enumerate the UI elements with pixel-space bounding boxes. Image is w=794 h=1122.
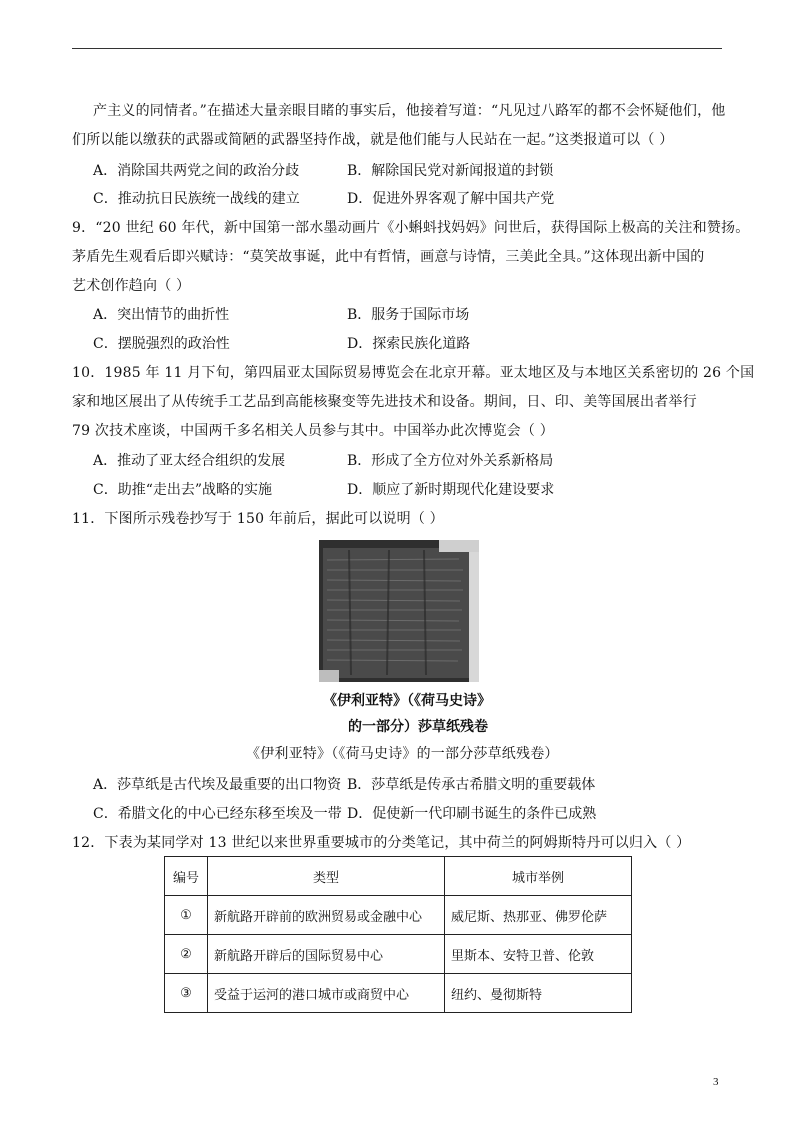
table-row: [165, 974, 632, 1013]
table-header-type: 类型: [208, 857, 445, 896]
q10-line-3: 79 次技术座谈，中国两千多名相关人员参与其中。中国举办此次博览会（ ）: [72, 423, 554, 439]
table-header-number: 编号: [165, 857, 208, 896]
table-cell-examples: 纽约、曼彻斯特: [445, 974, 632, 1013]
figure-caption: 《伊利亚特》（《荷马史诗》的一部分莎草纸残卷）: [246, 746, 559, 762]
q11-option-b[interactable]: B．莎草纸是传承古希腊文明的重要载体: [347, 777, 596, 793]
header-rule: [72, 48, 722, 49]
q8-line-1: 产主义的同情者。”在描述大量亲眼目睹的事实后，他接着写道：“凡见过八路军的都不会怀疑他们，他: [93, 103, 726, 119]
q9-option-a[interactable]: A．突出情节的曲折性: [93, 307, 230, 323]
city-classification-table: [164, 856, 632, 1013]
q12-line-1: 12．下表为某同学对 13 世纪以来世界重要城市的分类笔记，其中荷兰的阿姆斯特丹可以归入（ ）: [72, 835, 691, 851]
q9-option-c[interactable]: C．摆脱强烈的政治性: [93, 336, 230, 352]
table-cell-type: 新航路开辟前的欧洲贸易或金融中心: [208, 896, 445, 935]
q10-option-b[interactable]: B．形成了全方位对外关系新格局: [347, 453, 554, 469]
table-row: [165, 896, 632, 935]
table-cell-examples: 威尼斯、热那亚、佛罗伦萨: [445, 896, 632, 935]
page-number: 3: [713, 1076, 719, 1088]
table-cell-number: ②: [165, 935, 208, 974]
q10-line-2: 家和地区展出了从传统手工艺品到高能核聚变等先进技术和设备。期间，日、印、美等国展出者举行: [72, 394, 697, 410]
table-header-row: [165, 857, 632, 896]
q11-option-a[interactable]: A．莎草纸是古代埃及最重要的出口物资: [93, 777, 342, 793]
q10-option-c[interactable]: C．助推“走出去”战略的实施: [93, 482, 273, 498]
q11-option-c[interactable]: C．希腊文化的中心已经东移至埃及一带: [93, 806, 342, 822]
q8-option-b[interactable]: B．解除国民党对新闻报道的封锁: [347, 163, 554, 179]
q9-option-b[interactable]: B．服务于国际市场: [347, 307, 470, 323]
q11-line-1: 11．下图所示残卷抄写于 150 年前后，据此可以说明（ ）: [72, 511, 444, 527]
table-row: [165, 935, 632, 974]
papyrus-fragment-image: [319, 540, 479, 682]
q9-line-2: 茅盾先生观看后即兴赋诗：“莫笑故事诞，此中有哲情，画意与诗情，三美此全具。”这体现出新中国的: [72, 249, 705, 265]
q8-option-d[interactable]: D．促进外界客观了解中国共产党: [347, 191, 555, 207]
q8-option-c[interactable]: C．推动抗日民族统一战线的建立: [93, 191, 300, 207]
table-cell-type: 新航路开辟后的国际贸易中心: [208, 935, 445, 974]
table-cell-examples: 里斯本、安特卫普、伦敦: [445, 935, 632, 974]
q9-option-d[interactable]: D．探索民族化道路: [347, 336, 471, 352]
figure-caption-bold-2: 的一部分）莎草纸残卷: [348, 719, 488, 735]
q9-line-3: 艺术创作趋向（ ）: [72, 278, 191, 294]
q11-option-d[interactable]: D．促使新一代印刷书诞生的条件已成熟: [347, 806, 597, 822]
q10-option-a[interactable]: A．推动了亚太经合组织的发展: [93, 453, 286, 469]
table-cell-type: 受益于运河的港口城市或商贸中心: [208, 974, 445, 1013]
q9-line-1: 9．“20 世纪 60 年代，新中国第一部水墨动画片《小蝌蚪找妈妈》问世后，获得国际上极高的关注和赞扬。: [72, 220, 750, 236]
table-header-examples: 城市举例: [445, 857, 632, 896]
q10-option-d[interactable]: D．顺应了新时期现代化建设要求: [347, 482, 555, 498]
q8-option-a[interactable]: A．消除国共两党之间的政治分歧: [93, 163, 300, 179]
table-cell-number: ③: [165, 974, 208, 1013]
q10-line-1: 10．1985 年 11 月下旬，第四届亚太国际贸易博览会在北京开幕。亚太地区及与本地区关系密切的 26 个国: [72, 365, 755, 381]
q8-line-2: 们所以能以缴获的武器或简陋的武器坚持作战，就是他们能与人民站在一起。”这类报道可以（ ）: [72, 132, 674, 148]
figure-caption-bold-1: 《伊利亚特》（《荷马史诗》: [323, 693, 491, 709]
table-cell-number: ①: [165, 896, 208, 935]
